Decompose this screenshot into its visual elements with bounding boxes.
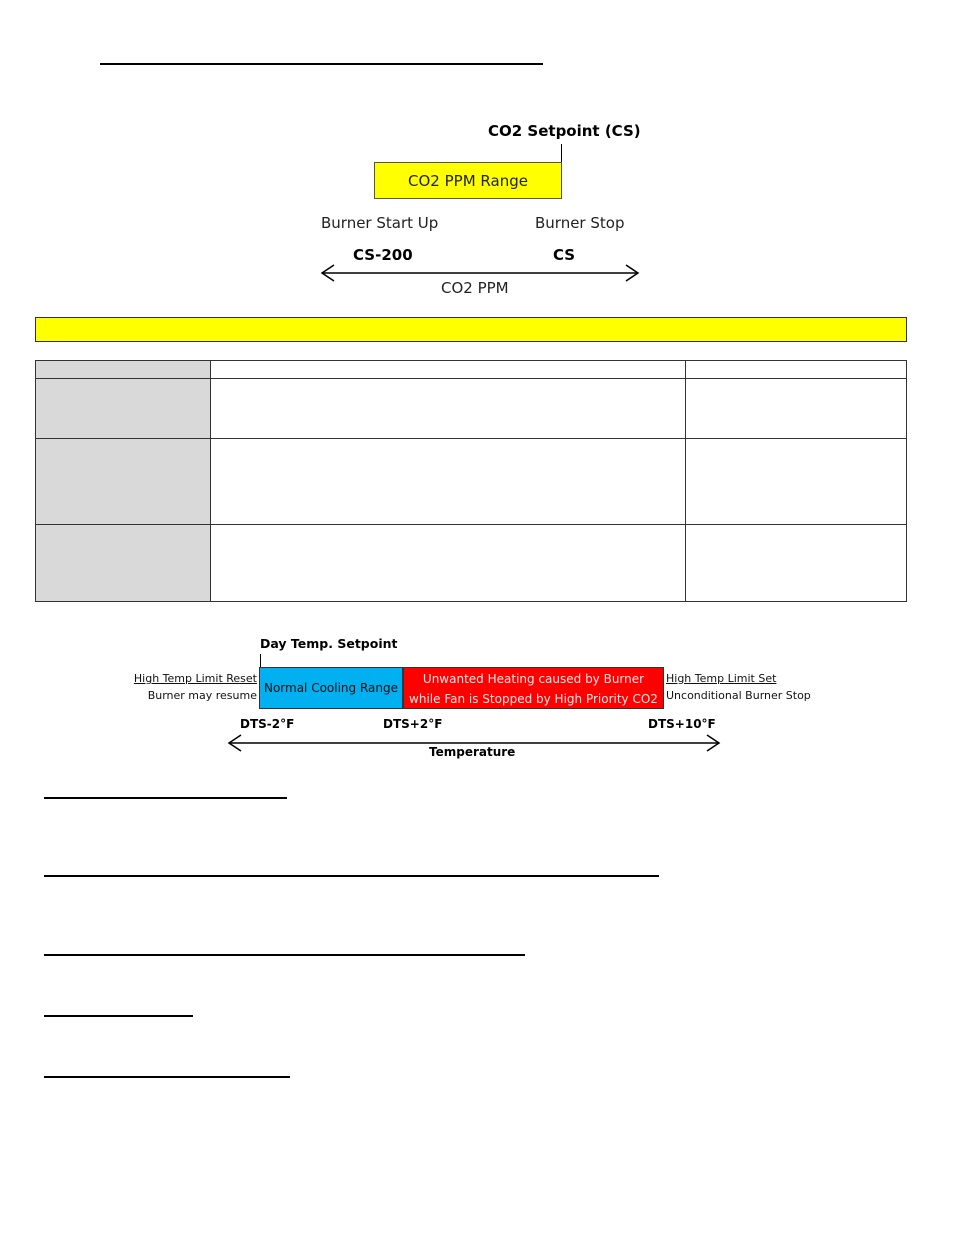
table-cell: [36, 379, 211, 439]
top-heading-underline: [100, 63, 543, 65]
cs-label: CS: [553, 246, 576, 264]
unwanted-heating-line1: Unwanted Heating caused by Burner: [422, 672, 645, 686]
day-setpoint-tick: [260, 654, 261, 667]
burner-stop-label: Burner Stop: [535, 214, 625, 232]
unwanted-heating-line2: while Fan is Stopped by High Priority CO2: [409, 692, 658, 706]
section-heading-underline-3: [44, 954, 525, 956]
table-cell: [36, 361, 211, 379]
table-row: [36, 439, 907, 525]
table-cell: [686, 439, 907, 525]
normal-cooling-range-box: [259, 667, 403, 709]
setpoint-tick: [561, 144, 562, 162]
table-row: [36, 525, 907, 602]
co2-ppm-range-label: CO2 PPM Range: [408, 171, 528, 190]
table-row: [36, 361, 907, 379]
normal-cooling-range-label: Normal Cooling Range: [263, 681, 399, 695]
table-cell: [211, 379, 686, 439]
dts-plus-10-label: DTS+10°F: [648, 717, 716, 731]
day-temp-setpoint-label: Day Temp. Setpoint: [260, 636, 398, 651]
section-heading-underline-5: [44, 1076, 290, 1078]
burner-may-resume-label: Burner may resume: [147, 689, 257, 702]
section-heading-underline-1: [44, 797, 287, 799]
section-heading-underline-2: [44, 875, 659, 877]
table-row: [36, 379, 907, 439]
sequence-table: [35, 360, 907, 602]
co2-ppm-axis-label: CO2 PPM: [441, 279, 509, 297]
table-cell: [686, 361, 907, 379]
unwanted-heating-box: [403, 667, 664, 709]
co2-setpoint-label: CO2 Setpoint (CS): [488, 122, 641, 140]
high-temp-limit-reset-label: High Temp Limit Reset: [133, 672, 257, 685]
dts-plus-2-label: DTS+2°F: [383, 717, 443, 731]
table-cell: [36, 525, 211, 602]
section-heading-underline-4: [44, 1015, 193, 1017]
table-cell: [211, 439, 686, 525]
table-cell: [36, 439, 211, 525]
temperature-axis-label: Temperature: [429, 745, 516, 759]
yellow-banner: [35, 317, 907, 342]
table-cell: [211, 525, 686, 602]
table-cell: [686, 525, 907, 602]
table-cell: [211, 361, 686, 379]
table-cell: [686, 379, 907, 439]
dts-minus-2-label: DTS-2°F: [240, 717, 295, 731]
burner-start-label: Burner Start Up: [321, 214, 439, 232]
cs-minus-200-label: CS-200: [353, 246, 413, 264]
co2-ppm-range-box: [374, 162, 562, 199]
high-temp-limit-set-label: High Temp Limit Set: [666, 672, 777, 685]
unconditional-burner-stop-label: Unconditional Burner Stop: [666, 689, 811, 702]
